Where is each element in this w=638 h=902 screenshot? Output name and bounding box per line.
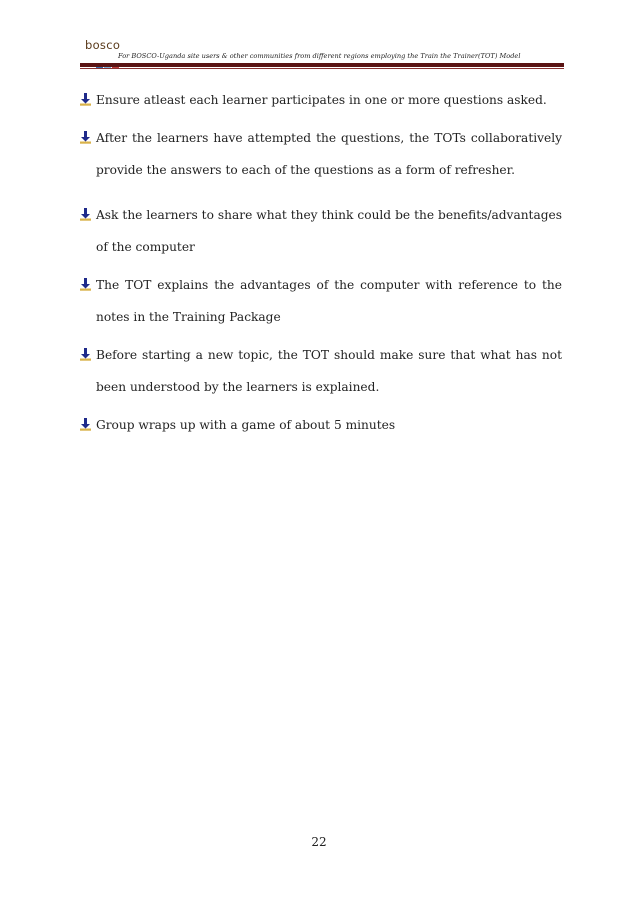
bullet-text: After the learners have attempted the questions, the TOTs collaboratively provide the answers to each of the questions as a form of refresher. [96, 130, 562, 177]
header-note: For BOSCO-Uganda site users & other communities from different regions employing the Train the Trainer(TOT) Model [118, 52, 521, 60]
list-item [80, 199, 562, 264]
arrow-down-bullet-icon [80, 208, 91, 221]
header-rule [80, 63, 564, 67]
page-header [80, 38, 564, 72]
arrow-down-bullet-icon [80, 348, 91, 361]
bullet-list [80, 84, 562, 441]
list-item [80, 269, 562, 334]
bullet-text: Before starting a new topic, the TOT should make sure that what has not been understood by the learners is explained. [96, 347, 562, 394]
list-item [80, 84, 562, 117]
bullet-text: Ensure atleast each learner participates in one or more questions asked. [96, 93, 547, 107]
bullet-text: Group wraps up with a game of about 5 minutes [96, 417, 396, 432]
page-number: 22 [311, 835, 327, 849]
arrow-down-bullet-icon [80, 418, 91, 431]
list-item [80, 409, 562, 442]
arrow-down-bullet-icon [80, 93, 91, 106]
arrow-down-bullet-icon [80, 131, 91, 144]
bullet-text: The TOT explains the advantages of the computer with reference to the notes in the Training Package [96, 277, 562, 324]
bullet-text: Ask the learners to share what they think could be the benefits/advantages of the computer [96, 207, 562, 254]
list-item [80, 122, 562, 187]
list-item [80, 339, 562, 404]
header-rule-thin [80, 68, 564, 69]
arrow-down-bullet-icon [80, 278, 91, 291]
logo-text: bosco [85, 38, 121, 52]
